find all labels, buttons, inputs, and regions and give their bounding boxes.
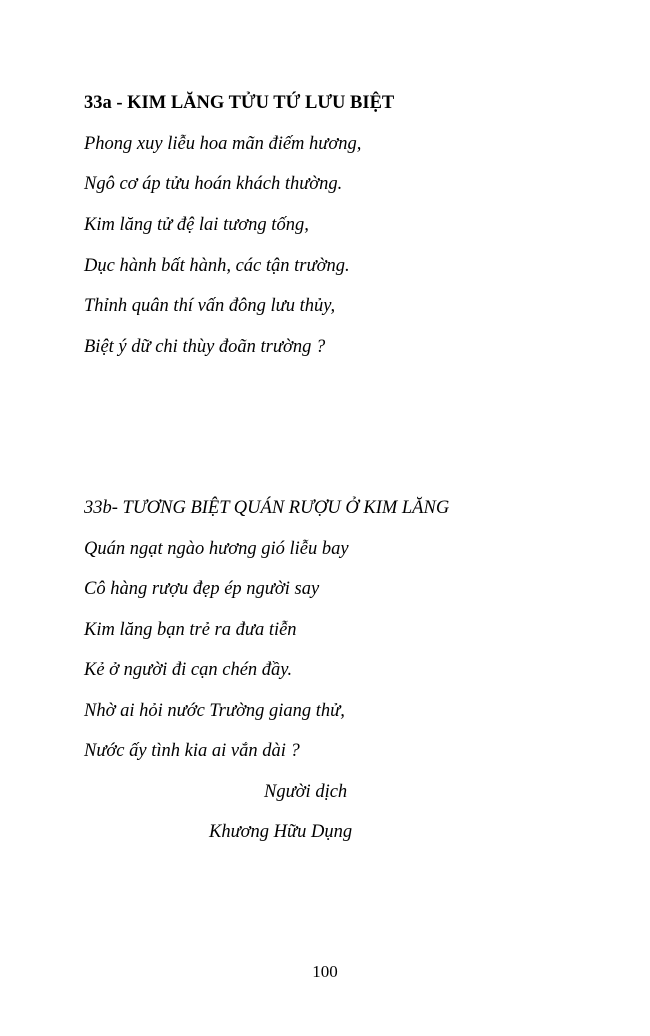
poem-b-line: Nhờ ai hỏi nước Trường giang thử, — [84, 701, 345, 721]
poem-a-line: Dục hành bất hành, các tận trường. — [84, 256, 350, 276]
translator-name: Khương Hữu Dụng — [209, 822, 353, 842]
poem-b-line: Cô hàng rượu đẹp ép người say — [84, 579, 320, 599]
poem-b-line: Kẻ ở người đi cạn chén đầy. — [84, 660, 293, 680]
poem-a-line: Phong xuy liễu hoa mãn điếm hương, — [84, 134, 362, 154]
poem-b-line: Nước ấy tình kia ai vắn dài ? — [84, 741, 300, 761]
page-number: 100 — [312, 962, 338, 981]
poem-b-title: 33b- TƯƠNG BIỆT QUÁN RƯỢU Ở KIM LĂNG — [84, 498, 450, 518]
poem-a-line: Kim lăng tử đệ lai tương tống, — [84, 215, 309, 235]
poem-a-line: Ngô cơ áp tửu hoán khách thường. — [84, 174, 343, 194]
poem-b-line: Kim lăng bạn trẻ ra đưa tiễn — [84, 620, 297, 640]
poem-b-line: Quán ngạt ngào hương gió liễu bay — [84, 539, 349, 559]
poem-a-title: 33a - KIM LĂNG TỬU TỨ LƯU BIỆT — [84, 93, 395, 113]
translator-label: Người dịch — [264, 782, 348, 802]
poem-a-line: Biệt ý dữ chi thùy đoãn trường ? — [84, 337, 326, 357]
poem-a-line: Thỉnh quân thí vấn đông lưu thủy, — [84, 296, 336, 316]
